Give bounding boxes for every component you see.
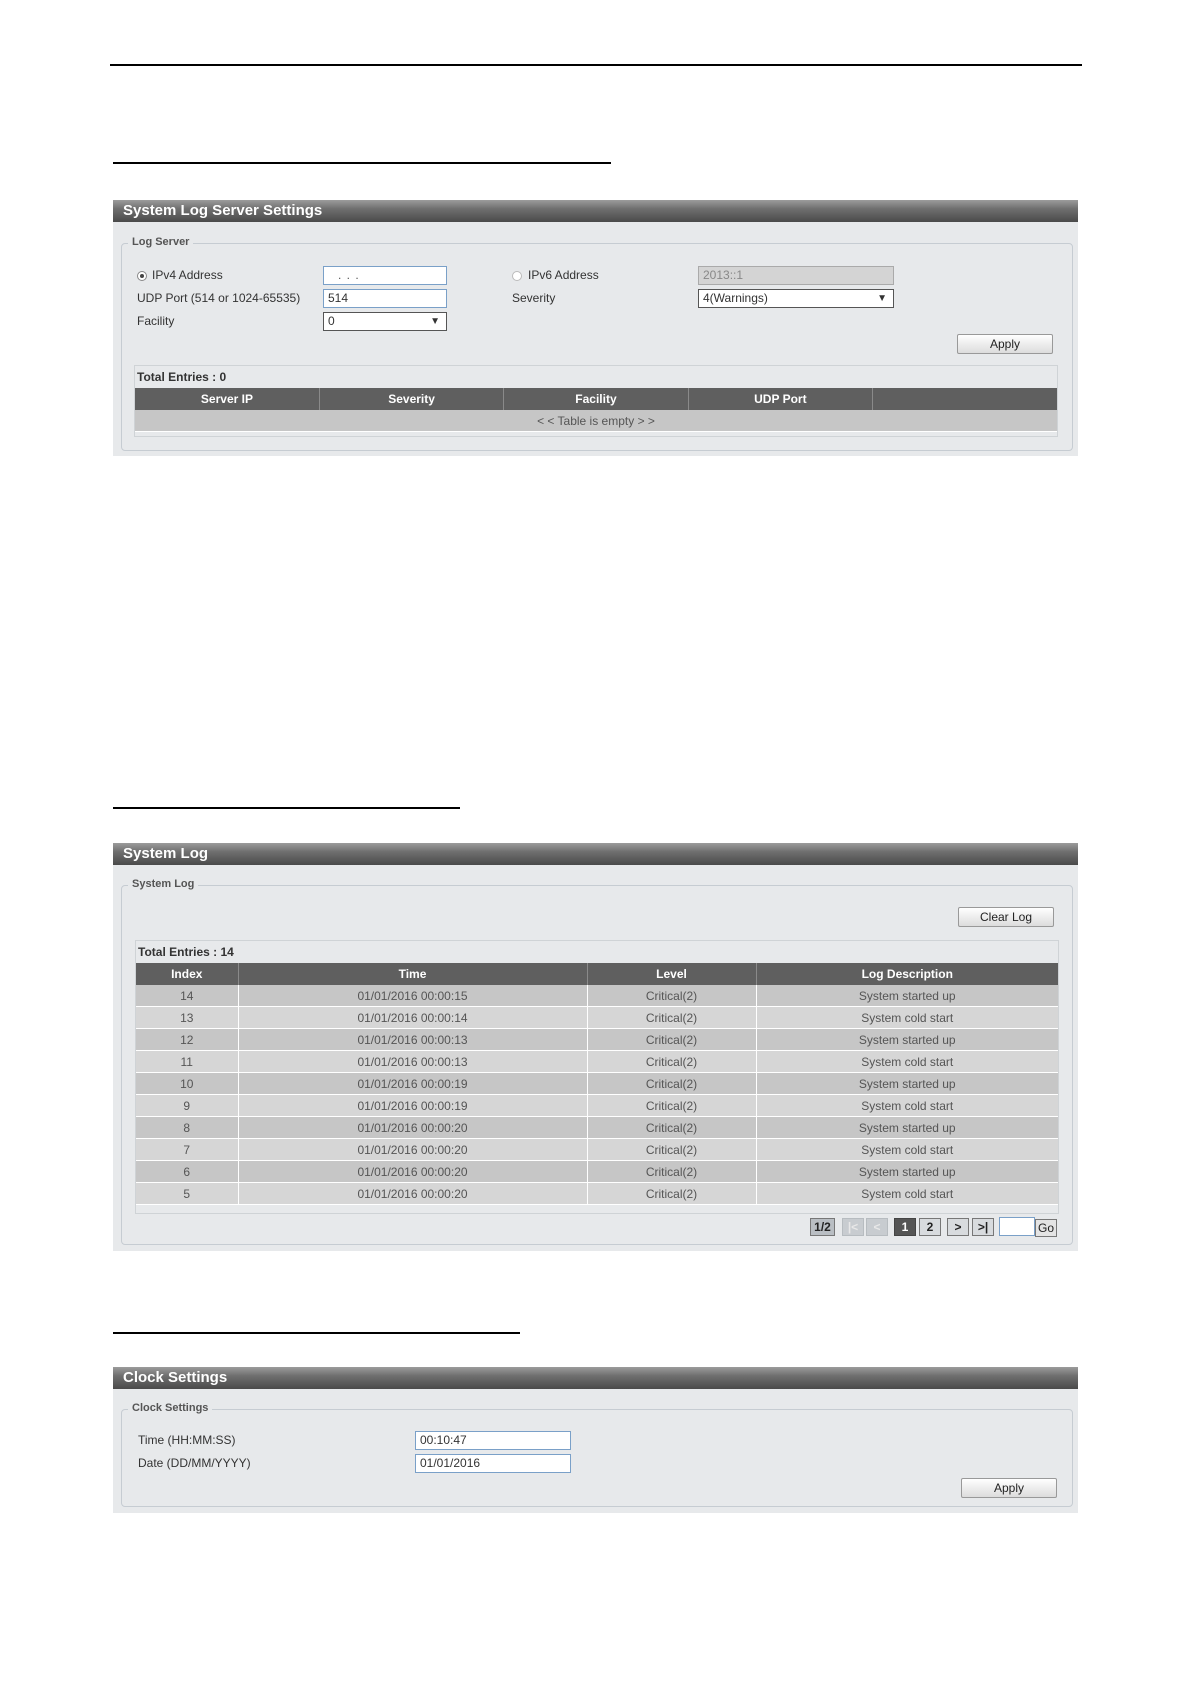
section-underline-2 [113, 807, 460, 809]
page-2-button[interactable]: 2 [919, 1218, 941, 1236]
cell-desc: System started up [756, 1073, 1058, 1095]
clear-log-button[interactable]: Clear Log [958, 907, 1054, 927]
date-label: Date (DD/MM/YYYY) [138, 1456, 251, 1470]
go-button[interactable]: Go [1035, 1219, 1057, 1237]
table-row [136, 1139, 1058, 1161]
cell-level: Critical(2) [587, 985, 756, 1007]
col-header: Level [587, 963, 756, 985]
cell-level: Critical(2) [587, 1139, 756, 1161]
cell-level: Critical(2) [587, 1161, 756, 1183]
section-underline-3 [113, 1332, 520, 1334]
page-header-rule [110, 64, 1082, 66]
ipv4-address-input[interactable]: . . . [323, 266, 447, 285]
cell-time: 01/01/2016 00:00:19 [238, 1073, 587, 1095]
cell-desc: System started up [756, 1029, 1058, 1051]
col-header: UDP Port [688, 388, 872, 410]
cell-desc: System started up [756, 985, 1058, 1007]
syslog-server-panel [113, 200, 1078, 456]
cell-desc: System started up [756, 1117, 1058, 1139]
log-table-grid [136, 963, 1058, 1205]
panel-title: Clock Settings [113, 1367, 1078, 1389]
time-label: Time (HH:MM:SS) [138, 1433, 236, 1447]
facility-label: Facility [137, 314, 175, 328]
cell-desc: System cold start [756, 1051, 1058, 1073]
cell-time: 01/01/2016 00:00:20 [238, 1183, 587, 1205]
cell-time: 01/01/2016 00:00:19 [238, 1095, 587, 1117]
cell-time: 01/01/2016 00:00:14 [238, 1007, 587, 1029]
log-server-fieldset [121, 236, 1073, 451]
fieldset-legend: Clock Settings [128, 1402, 212, 1414]
col-header: Server IP [135, 388, 319, 410]
ipv6-radio[interactable] [512, 271, 522, 281]
cell-time: 01/01/2016 00:00:15 [238, 985, 587, 1007]
prev-page-button[interactable]: < [866, 1218, 888, 1236]
table-row [136, 1051, 1058, 1073]
next-page-button[interactable]: > [947, 1218, 969, 1236]
cell-level: Critical(2) [587, 1117, 756, 1139]
col-header: Severity [319, 388, 503, 410]
udp-port-input[interactable]: 514 [323, 289, 447, 308]
table-row [136, 1007, 1058, 1029]
system-log-panel [113, 843, 1078, 1251]
table-row [136, 1117, 1058, 1139]
table-row [136, 1183, 1058, 1205]
date-input[interactable]: 01/01/2016 [415, 1454, 571, 1473]
cell-index: 9 [136, 1095, 238, 1117]
log-table-body [136, 985, 1058, 1205]
ipv6-label: IPv6 Address [528, 268, 599, 282]
server-table [134, 365, 1058, 437]
cell-index: 12 [136, 1029, 238, 1051]
clock-fieldset [121, 1402, 1073, 1507]
cell-level: Critical(2) [587, 1029, 756, 1051]
cell-index: 14 [136, 985, 238, 1007]
cell-time: 01/01/2016 00:00:20 [238, 1161, 587, 1183]
ipv6-address-input[interactable]: 2013::1 [698, 266, 894, 285]
cell-time: 01/01/2016 00:00:13 [238, 1029, 587, 1051]
cell-desc: System cold start [756, 1139, 1058, 1161]
table-row [136, 1029, 1058, 1051]
table-row [136, 985, 1058, 1007]
fieldset-legend: Log Server [128, 236, 193, 248]
page-ratio: 1/2 [810, 1218, 835, 1236]
col-header: Time [238, 963, 587, 985]
col-header: Index [136, 963, 238, 985]
severity-select[interactable] [698, 289, 894, 308]
cell-index: 10 [136, 1073, 238, 1095]
severity-value: 4(Warnings) [703, 291, 768, 305]
apply-button[interactable]: Apply [957, 334, 1053, 354]
cell-index: 8 [136, 1117, 238, 1139]
cell-index: 6 [136, 1161, 238, 1183]
cell-index: 13 [136, 1007, 238, 1029]
cell-index: 5 [136, 1183, 238, 1205]
first-page-button[interactable]: |< [842, 1218, 864, 1236]
cell-desc: System started up [756, 1161, 1058, 1183]
ipv4-radio[interactable] [137, 271, 147, 281]
goto-page-input[interactable] [999, 1217, 1035, 1236]
table-row [136, 1073, 1058, 1095]
cell-index: 7 [136, 1139, 238, 1161]
cell-desc: System cold start [756, 1007, 1058, 1029]
time-input[interactable]: 00:10:47 [415, 1431, 571, 1450]
cell-desc: System cold start [756, 1183, 1058, 1205]
total-entries: Total Entries : 14 [138, 945, 234, 959]
cell-desc: System cold start [756, 1095, 1058, 1117]
severity-label: Severity [512, 291, 556, 305]
cell-index: 11 [136, 1051, 238, 1073]
cell-level: Critical(2) [587, 1073, 756, 1095]
cell-time: 01/01/2016 00:00:13 [238, 1051, 587, 1073]
fieldset-legend: System Log [128, 878, 198, 890]
page-1-button[interactable]: 1 [894, 1218, 916, 1236]
table-row [136, 1161, 1058, 1183]
system-log-fieldset [121, 878, 1073, 1245]
empty-table-text: < < Table is empty > > [135, 410, 1057, 432]
section-underline-1 [113, 162, 611, 164]
facility-value: 0 [328, 314, 335, 328]
table-row [136, 1095, 1058, 1117]
clock-panel [113, 1367, 1078, 1513]
last-page-button[interactable]: >| [972, 1218, 994, 1236]
ipv4-label: IPv4 Address [152, 268, 223, 282]
cell-level: Critical(2) [587, 1183, 756, 1205]
facility-select[interactable] [323, 312, 447, 331]
chevron-down-icon: ▼ [430, 316, 440, 327]
panel-title: System Log Server Settings [113, 200, 1078, 222]
col-header [873, 388, 1057, 410]
cell-level: Critical(2) [587, 1095, 756, 1117]
col-header: Log Description [756, 963, 1058, 985]
cell-time: 01/01/2016 00:00:20 [238, 1139, 587, 1161]
udp-port-label: UDP Port (514 or 1024-65535) [137, 291, 301, 305]
col-header: Facility [504, 388, 688, 410]
log-table [135, 940, 1059, 1214]
cell-level: Critical(2) [587, 1007, 756, 1029]
cell-time: 01/01/2016 00:00:20 [238, 1117, 587, 1139]
chevron-down-icon: ▼ [877, 293, 887, 304]
server-table-grid [135, 388, 1057, 432]
total-entries: Total Entries : 0 [137, 370, 227, 384]
panel-title: System Log [113, 843, 1078, 865]
apply-button[interactable]: Apply [961, 1478, 1057, 1498]
cell-level: Critical(2) [587, 1051, 756, 1073]
